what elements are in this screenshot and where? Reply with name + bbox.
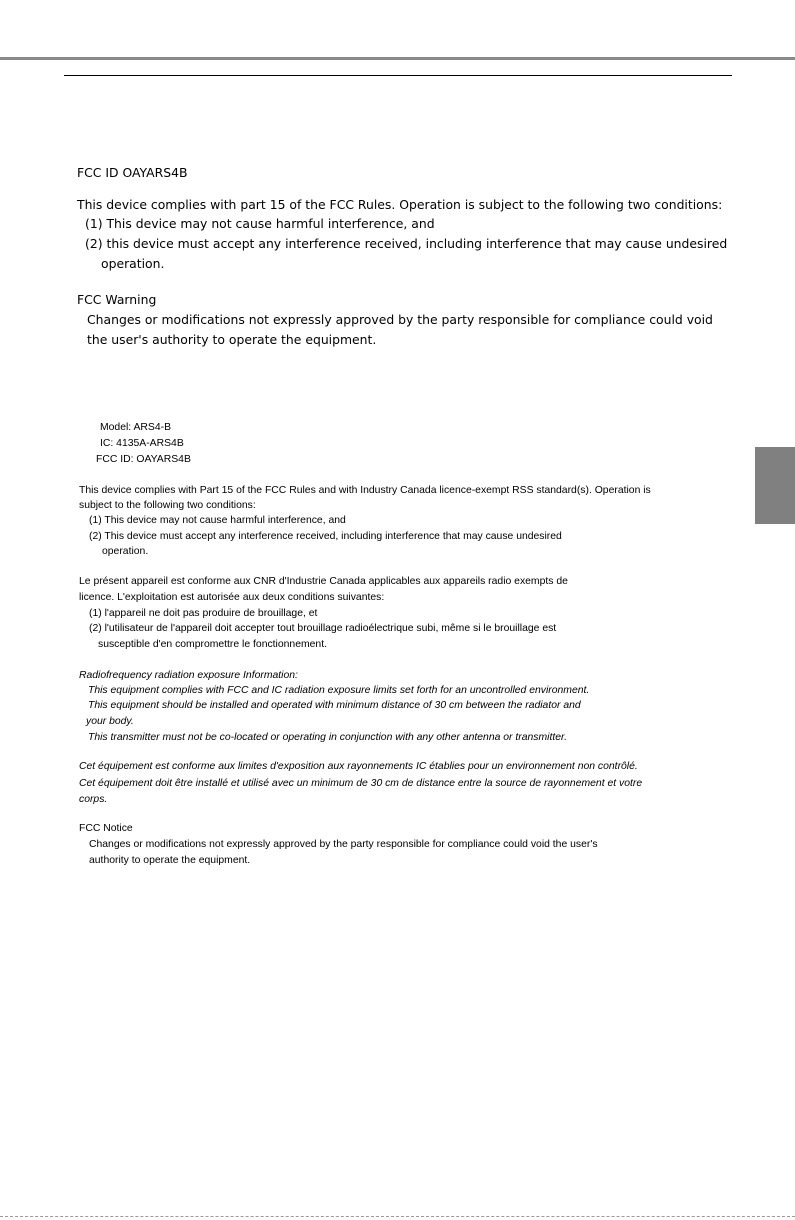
rf-line3: your body. <box>86 716 134 727</box>
label-fcc-id: FCC ID: OAYARS4B <box>96 454 191 465</box>
warning-line2: the user's authority to operate the equipment. <box>87 332 377 347</box>
rf-title: Radiofrequency radiation exposure Information: <box>79 670 298 681</box>
en-condition-1: (1) This device may not cause harmful interference, and <box>89 515 346 526</box>
header-rule <box>0 57 795 60</box>
fr-condition-2-line1: (2) l'utilisateur de l'appareil doit accepter tout brouillage radioélectrique subi, même si le brouillage est <box>89 623 557 634</box>
compliance-statement: This device complies with part 15 of the FCC Rules. Operation is subject to the following two conditions: <box>77 197 723 212</box>
model: Model: ARS4-B <box>100 422 172 433</box>
notice-line1: Changes or modifications not expressly approved by the party responsible for compliance could void the user's <box>89 839 598 850</box>
ic-statement-line2: subject to the following two conditions: <box>79 500 256 511</box>
fr-rf-line2: Cet équipement doit être installé et utilisé avec un minimum de 30 cm de distance entre la source de rayonnement et votre <box>79 778 643 789</box>
fr-condition-1: (1) l'appareil ne doit pas produire de brouillage, et <box>89 608 318 619</box>
rf-line4: This transmitter must not be co-located or operating in conjunction with any other antenna or transmitter. <box>88 732 567 743</box>
condition-2-line1: (2) this device must accept any interference received, including interference that may cause undesired <box>85 236 728 251</box>
section-tab <box>755 447 795 524</box>
rf-line1: This equipment complies with FCC and IC radiation exposure limits set forth for an uncontrolled environment. <box>88 685 590 696</box>
ic-statement-line1: This device complies with Part 15 of the FCC Rules and with Industry Canada licence-exempt RSS standard(s). Operation is <box>79 485 651 496</box>
fr-statement-line2: licence. L'exploitation est autorisée aux deux conditions suivantes: <box>79 592 385 603</box>
footer-rule <box>0 1216 795 1217</box>
fcc-id: FCC ID OAYARS4B <box>77 165 188 180</box>
warning-line1: Changes or modifications not expressly approved by the party responsible for compliance could void <box>87 312 713 327</box>
fr-statement-line1: Le présent appareil est conforme aux CNR d'Industrie Canada applicables aux appareils radio exempts de <box>79 576 568 587</box>
header-thin-rule <box>64 75 732 76</box>
en-condition-2-line2: operation. <box>102 546 149 557</box>
rf-line2: This equipment should be installed and operated with minimum distance of 30 cm between the radiator and <box>88 700 581 711</box>
warning-title: FCC Warning <box>77 292 157 307</box>
fr-rf-line3: corps. <box>79 794 108 805</box>
ic-number: IC: 4135A-ARS4B <box>100 438 184 449</box>
en-condition-2-line1: (2) This device must accept any interference received, including interference that may cause undesired <box>89 531 562 542</box>
fr-condition-2-line2: susceptible d'en compromettre le fonctionnement. <box>98 639 327 650</box>
fr-rf-line1: Cet équipement est conforme aux limites d'exposition aux rayonnements IC établies pour un environnement non contrôlé. <box>79 761 638 772</box>
notice-line2: authority to operate the equipment. <box>89 855 251 866</box>
condition-1: (1) This device may not cause harmful interference, and <box>85 216 435 231</box>
condition-2-line2: operation. <box>101 256 165 271</box>
notice-title: FCC Notice <box>79 823 133 834</box>
